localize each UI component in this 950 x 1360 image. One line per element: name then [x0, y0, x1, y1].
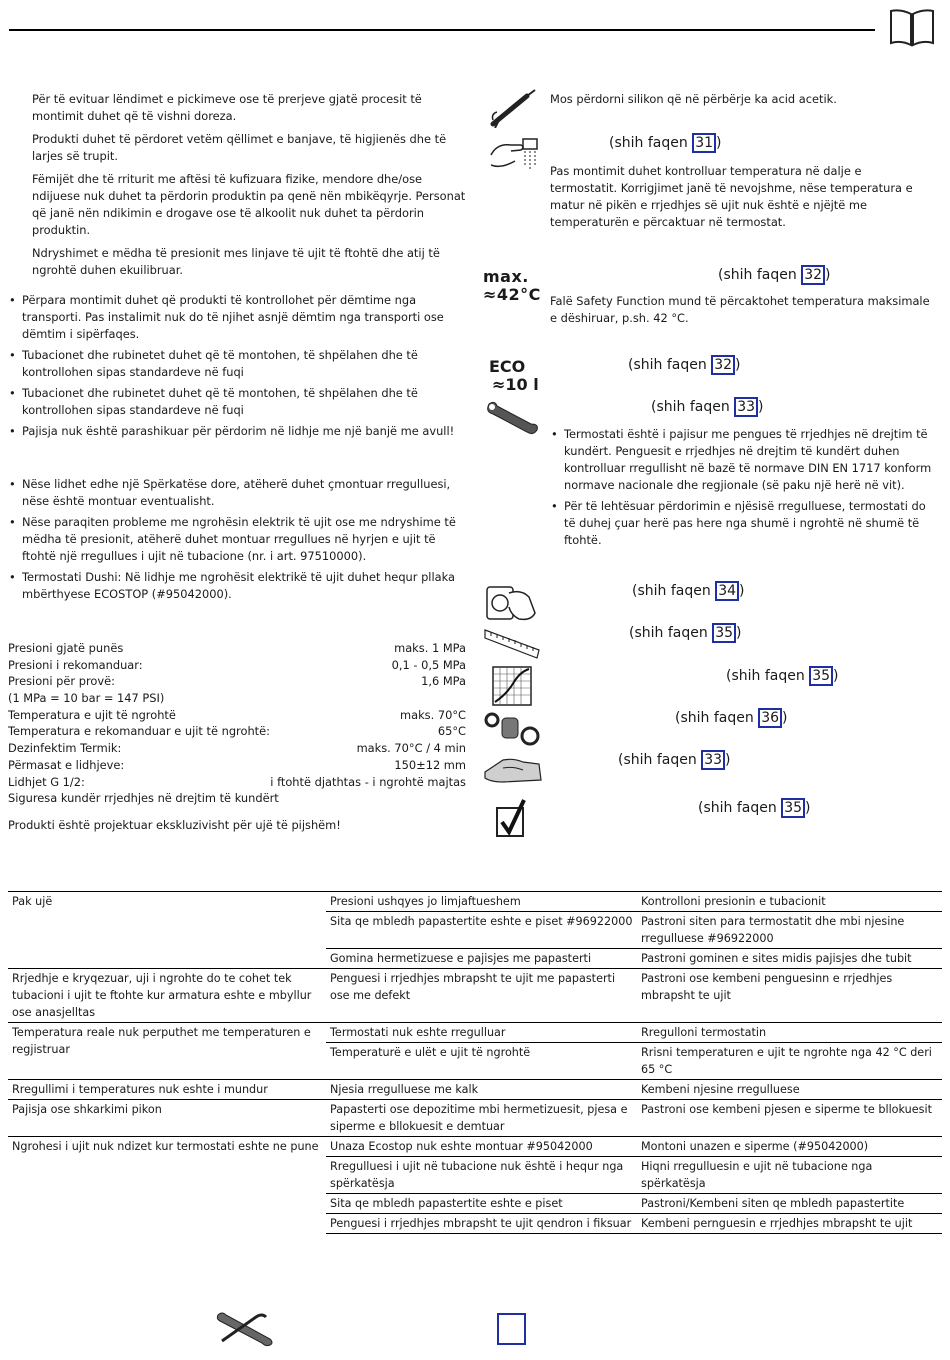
thermostat-knob-icon: [485, 583, 537, 623]
book-icon: [889, 8, 935, 48]
table-row: [8, 1023, 942, 1043]
table-cell: Hiqni rregulluesin e ujit në tubacione nga spërkatësja: [637, 1157, 942, 1194]
page-number-box: [497, 1313, 526, 1345]
spec-row: Temperatura e rekomanduar e ujit të ngrohtë: 65°C: [8, 724, 466, 739]
header-rule: [9, 29, 875, 31]
spec-row: Presioni për provë: 1,6 MPa: [8, 674, 466, 689]
list-item: • Tubacionet dhe rubinetet duhet që të montohen, të shpëlahen dhe të kontrollohen sipas standardeve në fuqi: [8, 385, 466, 419]
temperature-chart-icon: [492, 666, 532, 706]
table-cell: Pastroni/Kembeni siten qe mbledh papastertite: [637, 1194, 942, 1214]
wrench-icon: [483, 398, 541, 438]
table-cell: Sita qe mbledh papastertite eshte e piset: [326, 1194, 637, 1214]
tools-icon: [216, 1311, 274, 1347]
page-reference: (shih faqen 33 ): [651, 399, 764, 415]
page-reference: (shih faqen 36 ): [675, 710, 788, 726]
drinking-water-note: Produkti është projektuar ekskluzivisht për ujë të pijshëm!: [8, 817, 341, 832]
table-cell: Penguesi i rrjedhjes mbrapsht te ujit me papasterti ose me defekt: [326, 969, 637, 1023]
page-reference: (shih faqen 35 ): [629, 625, 742, 641]
table-cell: Rregullimi i temperatures nuk eshte i mundur: [8, 1080, 326, 1100]
eco-icon: ECO ≈10 l: [489, 357, 539, 394]
table-cell: Montoni unazen e siperme (#95042000): [637, 1137, 942, 1157]
shower-hand-icon: [487, 135, 543, 177]
service-section: [550, 426, 940, 553]
table-row: [8, 892, 942, 912]
table-cell: Presioni ushqyes jo limjaftueshem: [326, 892, 637, 912]
list-item: • Nëse lidhet edhe një Spërkatëse dore, atëherë duhet çmontuar rregulluesi, nëse është montuar eventualisht.: [8, 476, 466, 510]
list-item: • Termostati Dushi: Në lidhje me ngrohësit elektrikë të ujit duhet hequr pllaka mbërthyese ECOSTOP (#95042000).: [8, 569, 466, 603]
safety-paragraph: Produkti duhet të përdoret vetëm qëllimet e banjave, të higjienës dhe të larjes së trupit.: [32, 132, 447, 163]
safety-paragraph: Ndryshimet e mëdha të presionit mes linjave të ujit të ftohtë dhe atij të ngrohtë duhen ekuilibruar.: [32, 246, 440, 277]
safety-function-text: Falë Safety Function mund të përcaktohet temperatura maksimale e dëshiruar, p.sh. 42 °C.: [550, 294, 930, 325]
table-cell: Sita qe mbledh papastertite eshte e piset #96922000: [326, 912, 637, 949]
table-cell: Kontrolloni presionin e tubacionit: [637, 892, 942, 912]
spec-row: (1 MPa = 10 bar = 147 PSI): [8, 691, 165, 706]
spec-row: Përmasat e lidhjeve: 150±12 mm: [8, 757, 466, 772]
page-reference: (shih faqen 35 ): [726, 668, 839, 684]
page-link[interactable]: 36: [758, 708, 782, 728]
page-link[interactable]: 35: [781, 798, 805, 818]
list-item: • Pajisja nuk është parashikuar për përdorim në lidhje me një banjë me avull!: [8, 423, 466, 440]
spec-row: Dezinfektim Termik: maks. 70°C / 4 min: [8, 741, 466, 756]
table-cell: Pastroni gominen e sites midis pajisjes dhe tubit: [637, 949, 942, 969]
checkbox-icon: [495, 798, 527, 838]
max-temp-icon: max. ≈42°C: [483, 267, 541, 304]
table-cell: Penguesi i rrjedhjes mbrapsht te ujit qendron i fiksuar: [326, 1214, 637, 1234]
page-reference: (shih faqen 32 ): [718, 267, 831, 283]
thermostat-check-text: Pas montimit duhet kontrolluar temperatura në dalje e termostatit. Korrigjimet janë të nevojshme, nëse temperatura e matur në pikën e rrjedhjes së ujit nuk është e njëjtë me temperaturën e përcaktuar në termostat.: [550, 164, 913, 229]
table-cell: Njesia rregulluese me kalk: [326, 1080, 637, 1100]
table-cell: Rrisni temperaturen e ujit te ngrohte nga 42 °C deri 65 °C: [637, 1043, 942, 1080]
table-cell: Gomina hermetizuese e pajisjes me papasterti: [326, 949, 637, 969]
table-cell: Termostati nuk eshte rregulluar: [326, 1023, 637, 1043]
page-link[interactable]: 33: [701, 750, 725, 770]
page-reference: (shih faqen 34 ): [632, 583, 745, 599]
page-reference: (shih faqen 35 ): [698, 800, 811, 816]
ruler-icon: [483, 626, 541, 662]
list-item: • Tubacionet dhe rubinetet duhet që të montohen, të shpëlahen dhe të kontrollohen sipas standardeve në fuqi: [8, 347, 466, 381]
table-cell: Pastroni siten para termostatit dhe mbi njesine rregulluese #96922000: [637, 912, 942, 949]
table-cell: Ngrohesi i ujit nuk ndizet kur termostati eshte ne pune: [8, 1137, 326, 1234]
table-cell: Pastroni ose kembeni penguesinn e rrjedhjes mbrapsht te ujit: [637, 969, 942, 1023]
page-reference: (shih faqen 33 ): [618, 752, 731, 768]
table-cell: Unaza Ecostop nuk eshte montuar #95042000: [326, 1137, 637, 1157]
parts-icon: [484, 708, 542, 748]
safety-section: [32, 91, 466, 285]
silicone-gun-icon: [487, 88, 539, 128]
technical-data: [8, 640, 466, 834]
list-item: • Termostati është i pajisur me pengues të rrjedhjes në drejtim të kundërt. Penguesit e rrjedhjes në drejtim të kundërt duhen kontrolluar rregullisht në bazë të normave DIN EN 1717 konform normave nacionale dhe regjionale (së paku një herë në vit).: [550, 426, 940, 494]
table-cell: Temperatura reale nuk perputhet me temperaturen e regjistruar: [8, 1023, 326, 1080]
page-reference: (shih faqen 32 ): [628, 357, 741, 373]
table-row: [8, 1137, 942, 1157]
spec-row: Lidhjet G 1/2: i ftohtë djathtas - i ngrohtë majtas: [8, 774, 466, 789]
page-link[interactable]: 32: [711, 355, 735, 375]
page-link[interactable]: 35: [712, 623, 736, 643]
page-link[interactable]: 32: [801, 265, 825, 285]
table-row: [8, 1100, 942, 1137]
table-row: [8, 1080, 942, 1100]
page-reference: (shih faqen 31 ): [609, 135, 722, 151]
safety-paragraph: Për të evituar lëndimet e pickimeve ose të prerjeve gjatë procesit të montimit duhet që të vishni doreza.: [32, 92, 422, 123]
table-cell: Pajisja ose shkarkimi pikon: [8, 1100, 326, 1137]
table-cell: Temperaturë e ulët e ujit të ngrohtë: [326, 1043, 637, 1080]
installation-section: [8, 292, 466, 444]
page-link[interactable]: 35: [809, 666, 833, 686]
spec-row: Presioni gjatë punës maks. 1 MPa: [8, 641, 466, 655]
table-cell: Kembeni njesine rregulluese: [637, 1080, 942, 1100]
table-cell: Rregulloni termostatin: [637, 1023, 942, 1043]
table-cell: Pak ujë: [8, 892, 326, 969]
list-item: • Për të lehtësuar përdorimin e njësisë rregulluese, termostati do të duhej çuar herë pas here nga shumë i ngrohtë në shumë të ftohtë.: [550, 498, 940, 549]
spec-row: Presioni i rekomanduar: 0,1 - 0,5 MPa: [8, 657, 466, 672]
page-link[interactable]: 33: [734, 397, 758, 417]
troubleshooting-table: [8, 891, 942, 1234]
table-row: [8, 969, 942, 1023]
spec-row: Siguresa kundër rrjedhjes në drejtim të kundërt: [8, 791, 279, 806]
table-cell: Kembeni pernguesin e rrjedhjes mbrapsht te ujit: [637, 1214, 942, 1234]
table-cell: Papasterti ose depozitime mbi hermetizuesit, pjesa e siperme e bllokuesit e demtuar: [326, 1100, 637, 1137]
page-link[interactable]: 31: [692, 133, 716, 153]
hand-icon: [483, 752, 543, 786]
list-item: • Nëse paraqiten probleme me ngrohësin elektrik të ujit ose me ndryshime të mëdha të presionit, atëherë duhet montuar rregullues në hyrjen e ujit të ftohtë një rregullues i ujit në tubacione (nr. i art. 97510000).: [8, 514, 466, 565]
page-link[interactable]: 34: [715, 581, 739, 601]
silicone-note: Mos përdorni silikon që në përbërje ka acid acetik.: [550, 92, 837, 106]
notes-section: [8, 476, 466, 607]
table-cell: Rregulluesi i ujit në tubacione nuk është i hequr nga spërkatësja: [326, 1157, 637, 1194]
safety-paragraph: Fëmijët dhe të rriturit me aftësi të kufizuara fizike, mendore dhe/ose ndijuese nuk duhet ta përdorin produktin pa qenë nën mbikëqyrje. Personat që janë nën ndikimin e drogave ose të alkoolit nuk duhet ta përdorin produktin.: [32, 172, 466, 237]
table-cell: Pastroni ose kembeni pjesen e siperme te bllokuesit: [637, 1100, 942, 1137]
list-item: • Përpara montimit duhet që produkti të kontrollohet për dëmtime nga transporti. Pas instalimit nuk do të njihet asnjë dëmtim nga transporti ose dëmtim i sipërfaqes.: [8, 292, 466, 343]
spec-row: Temperatura e ujit të ngrohtë maks. 70°C: [8, 707, 466, 722]
table-cell: Rrjedhje e kryqezuar, uji i ngrohte do te cohet tek tubacioni i ujit te ftohte kur armatura eshte e mbyllur ose anasjelltas: [8, 969, 326, 1023]
